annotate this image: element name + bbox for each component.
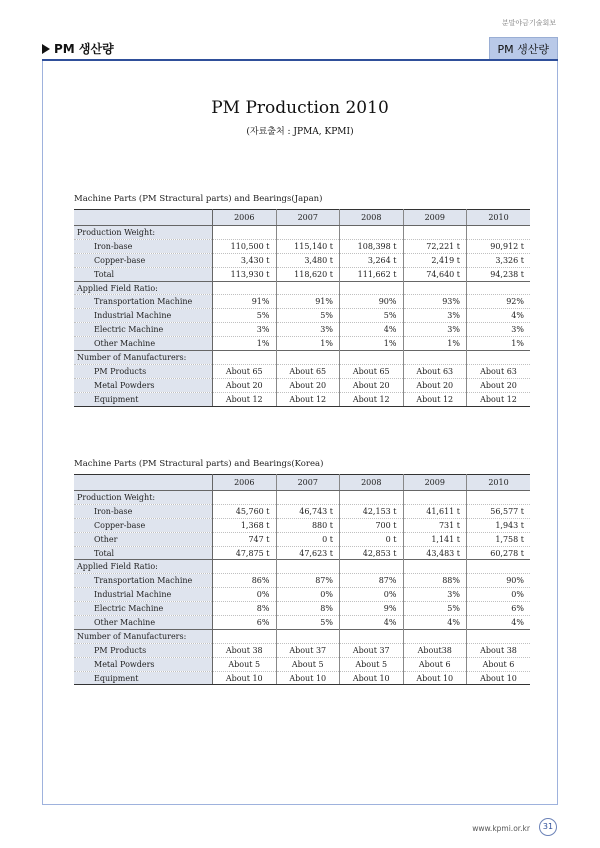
value-cell: 3,480 t <box>276 253 340 267</box>
year-header-2008: 2008 <box>340 475 404 491</box>
value-cell: About 37 <box>276 643 340 657</box>
table-row <box>74 253 530 267</box>
group-row <box>74 560 530 574</box>
value-cell: 110,500 t <box>213 239 277 253</box>
value-cell: 0 t <box>340 532 404 546</box>
value-cell: 1% <box>276 337 340 351</box>
table-row <box>74 392 530 406</box>
empty-cell <box>340 629 404 643</box>
value-cell: 47,875 t <box>213 546 277 560</box>
value-cell: 1,758 t <box>467 532 531 546</box>
value-cell: 3% <box>213 323 277 337</box>
table-row <box>74 518 530 532</box>
value-cell: About 6 <box>403 657 467 671</box>
value-cell: 5% <box>403 602 467 616</box>
value-cell: 118,620 t <box>276 267 340 281</box>
value-cell: 880 t <box>276 518 340 532</box>
empty-cell <box>467 560 531 574</box>
table-row <box>74 267 530 281</box>
table-row <box>74 616 530 630</box>
value-cell: 0% <box>213 588 277 602</box>
value-cell: 5% <box>340 309 404 323</box>
value-cell: 94,238 t <box>467 267 531 281</box>
value-cell: 91% <box>276 295 340 309</box>
value-cell: 3% <box>403 309 467 323</box>
empty-cell <box>467 281 531 295</box>
value-cell: 1% <box>213 337 277 351</box>
row-label: Electric Machine <box>74 602 213 616</box>
value-cell: 90% <box>467 574 531 588</box>
table-row <box>74 295 530 309</box>
empty-cell <box>213 281 277 295</box>
value-cell: 747 t <box>213 532 277 546</box>
year-header-2010: 2010 <box>467 475 531 491</box>
value-cell: About 20 <box>276 378 340 392</box>
value-cell: About 65 <box>213 364 277 378</box>
value-cell: About 65 <box>340 364 404 378</box>
table-row <box>74 364 530 378</box>
value-cell: 1% <box>340 337 404 351</box>
value-cell: About 37 <box>340 643 404 657</box>
value-cell: 5% <box>276 616 340 630</box>
value-cell: 88% <box>403 574 467 588</box>
table-row <box>74 574 530 588</box>
empty-cell <box>213 629 277 643</box>
value-cell: About 63 <box>403 364 467 378</box>
value-cell: 3,326 t <box>467 253 531 267</box>
section-heading-text: PM 생산량 <box>54 42 114 56</box>
row-label: Copper-base <box>74 253 213 267</box>
empty-cell <box>340 560 404 574</box>
empty-cell <box>403 281 467 295</box>
value-cell: 3,430 t <box>213 253 277 267</box>
value-cell: 4% <box>340 323 404 337</box>
value-cell: 108,398 t <box>340 239 404 253</box>
value-cell: 731 t <box>403 518 467 532</box>
value-cell: 3% <box>403 323 467 337</box>
table-row <box>74 657 530 671</box>
value-cell: 0% <box>467 588 531 602</box>
value-cell: 5% <box>213 309 277 323</box>
value-cell: 42,853 t <box>340 546 404 560</box>
row-label: Electric Machine <box>74 323 213 337</box>
value-cell: 700 t <box>340 518 404 532</box>
value-cell: About 10 <box>340 671 404 685</box>
row-label: Equipment <box>74 392 213 406</box>
value-cell: About 20 <box>213 378 277 392</box>
value-cell: About 12 <box>340 392 404 406</box>
value-cell: 90% <box>340 295 404 309</box>
group-row <box>74 281 530 295</box>
year-header-2007: 2007 <box>276 475 340 491</box>
table-header-row <box>74 475 530 491</box>
value-cell: 42,153 t <box>340 504 404 518</box>
value-cell: 3% <box>403 588 467 602</box>
value-cell: 4% <box>340 616 404 630</box>
group-label: Production Weight: <box>74 226 213 240</box>
empty-cell <box>403 491 467 505</box>
value-cell: 60,278 t <box>467 546 531 560</box>
year-header-2007: 2007 <box>276 210 340 226</box>
empty-cell <box>403 351 467 365</box>
section-heading <box>42 40 114 57</box>
value-cell: About 12 <box>403 392 467 406</box>
value-cell: About 38 <box>213 643 277 657</box>
value-cell: 6% <box>467 602 531 616</box>
table-row <box>74 546 530 560</box>
value-cell: 72,221 t <box>403 239 467 253</box>
year-header-2009: 2009 <box>403 475 467 491</box>
group-label: Applied Field Ratio: <box>74 560 213 574</box>
empty-cell <box>213 560 277 574</box>
value-cell: 5% <box>276 309 340 323</box>
value-cell: 115,140 t <box>276 239 340 253</box>
value-cell: 87% <box>276 574 340 588</box>
korea-table-caption: Machine Parts (PM Stractural parts) and Bearings(Korea) <box>74 459 324 469</box>
empty-cell <box>213 226 277 240</box>
row-label: Other Machine <box>74 616 213 630</box>
value-cell: 111,662 t <box>340 267 404 281</box>
value-cell: About 20 <box>340 378 404 392</box>
value-cell: 8% <box>213 602 277 616</box>
value-cell: 1% <box>467 337 531 351</box>
empty-cell <box>276 281 340 295</box>
group-label: Applied Field Ratio: <box>74 281 213 295</box>
empty-cell <box>467 629 531 643</box>
value-cell: 4% <box>467 616 531 630</box>
journal-name: 분말야금기술회보 <box>501 19 556 27</box>
page-number: 31 <box>539 818 557 836</box>
value-cell: 8% <box>276 602 340 616</box>
group-row <box>74 351 530 365</box>
table-row <box>74 643 530 657</box>
table-row <box>74 337 530 351</box>
content-frame <box>42 61 558 805</box>
japan-production-table <box>74 209 530 407</box>
value-cell: 45,760 t <box>213 504 277 518</box>
value-cell: 3,264 t <box>340 253 404 267</box>
value-cell: 1% <box>403 337 467 351</box>
value-cell: 1,943 t <box>467 518 531 532</box>
value-cell: About 63 <box>467 364 531 378</box>
value-cell: 74,640 t <box>403 267 467 281</box>
value-cell: 1,368 t <box>213 518 277 532</box>
row-label: Equipment <box>74 671 213 685</box>
value-cell: About 12 <box>213 392 277 406</box>
japan-table-caption: Machine Parts (PM Stractural parts) and Bearings(Japan) <box>74 194 323 204</box>
triangle-bullet-icon <box>42 44 50 54</box>
empty-cell <box>276 351 340 365</box>
value-cell: 0% <box>276 588 340 602</box>
value-cell: About 12 <box>276 392 340 406</box>
group-row <box>74 629 530 643</box>
value-cell: About 65 <box>276 364 340 378</box>
value-cell: About 10 <box>403 671 467 685</box>
year-header-2008: 2008 <box>340 210 404 226</box>
row-label: Metal Powders <box>74 378 213 392</box>
value-cell: 4% <box>467 309 531 323</box>
header-blank-cell <box>74 210 213 226</box>
footer-url: www.kpmi.or.kr <box>472 824 530 833</box>
value-cell: About 10 <box>276 671 340 685</box>
empty-cell <box>276 560 340 574</box>
table-row <box>74 532 530 546</box>
group-row <box>74 226 530 240</box>
group-label: Number of Manufacturers: <box>74 629 213 643</box>
value-cell: About 20 <box>467 378 531 392</box>
table-row <box>74 504 530 518</box>
value-cell: 56,577 t <box>467 504 531 518</box>
empty-cell <box>340 491 404 505</box>
value-cell: 43,483 t <box>403 546 467 560</box>
value-cell: 2,419 t <box>403 253 467 267</box>
row-label: Total <box>74 546 213 560</box>
value-cell: 41,611 t <box>403 504 467 518</box>
table-row <box>74 309 530 323</box>
empty-cell <box>403 560 467 574</box>
row-label: Iron-base <box>74 504 213 518</box>
empty-cell <box>403 629 467 643</box>
value-cell: 1,141 t <box>403 532 467 546</box>
row-label: Iron-base <box>74 239 213 253</box>
empty-cell <box>403 226 467 240</box>
empty-cell <box>340 281 404 295</box>
table-row <box>74 588 530 602</box>
table-row <box>74 671 530 685</box>
value-cell: 113,930 t <box>213 267 277 281</box>
value-cell: About 5 <box>213 657 277 671</box>
empty-cell <box>276 491 340 505</box>
empty-cell <box>213 351 277 365</box>
table-row <box>74 602 530 616</box>
row-label: Metal Powders <box>74 657 213 671</box>
value-cell: 3% <box>276 323 340 337</box>
row-label: Other Machine <box>74 337 213 351</box>
empty-cell <box>340 351 404 365</box>
value-cell: About 10 <box>467 671 531 685</box>
empty-cell <box>340 226 404 240</box>
header-blank-cell <box>74 475 213 491</box>
row-label: PM Products <box>74 643 213 657</box>
empty-cell <box>467 226 531 240</box>
empty-cell <box>213 491 277 505</box>
korea-production-table <box>74 474 530 685</box>
value-cell: About 5 <box>340 657 404 671</box>
value-cell: About 6 <box>467 657 531 671</box>
page-title: PM Production 2010 <box>211 98 389 118</box>
value-cell: 87% <box>340 574 404 588</box>
empty-cell <box>276 226 340 240</box>
row-label: Transportation Machine <box>74 574 213 588</box>
table-header-row <box>74 210 530 226</box>
group-label: Number of Manufacturers: <box>74 351 213 365</box>
value-cell: 9% <box>340 602 404 616</box>
value-cell: About 5 <box>276 657 340 671</box>
value-cell: 92% <box>467 295 531 309</box>
group-label: Production Weight: <box>74 491 213 505</box>
value-cell: About 38 <box>467 643 531 657</box>
source-note: (자료출처 : JPMA, KPMI) <box>246 127 354 137</box>
value-cell: 90,912 t <box>467 239 531 253</box>
year-header-2009: 2009 <box>403 210 467 226</box>
year-header-2010: 2010 <box>467 210 531 226</box>
empty-cell <box>276 629 340 643</box>
value-cell: 0 t <box>276 532 340 546</box>
value-cell: 4% <box>403 616 467 630</box>
value-cell: 91% <box>213 295 277 309</box>
row-label: Other <box>74 532 213 546</box>
row-label: PM Products <box>74 364 213 378</box>
value-cell: 93% <box>403 295 467 309</box>
value-cell: 6% <box>213 616 277 630</box>
empty-cell <box>467 351 531 365</box>
row-label: Copper-base <box>74 518 213 532</box>
table-row <box>74 323 530 337</box>
value-cell: 47,623 t <box>276 546 340 560</box>
row-label: Total <box>74 267 213 281</box>
table-row <box>74 378 530 392</box>
value-cell: 86% <box>213 574 277 588</box>
row-label: Industrial Machine <box>74 588 213 602</box>
year-header-2006: 2006 <box>213 475 277 491</box>
group-row <box>74 491 530 505</box>
value-cell: 46,743 t <box>276 504 340 518</box>
table-row <box>74 239 530 253</box>
value-cell: About38 <box>403 643 467 657</box>
year-header-2006: 2006 <box>213 210 277 226</box>
value-cell: About 10 <box>213 671 277 685</box>
value-cell: About 12 <box>467 392 531 406</box>
value-cell: 0% <box>340 588 404 602</box>
empty-cell <box>467 491 531 505</box>
value-cell: 3% <box>467 323 531 337</box>
value-cell: About 20 <box>403 378 467 392</box>
row-label: Transportation Machine <box>74 295 213 309</box>
row-label: Industrial Machine <box>74 309 213 323</box>
section-tab: PM 생산량 <box>489 37 559 61</box>
